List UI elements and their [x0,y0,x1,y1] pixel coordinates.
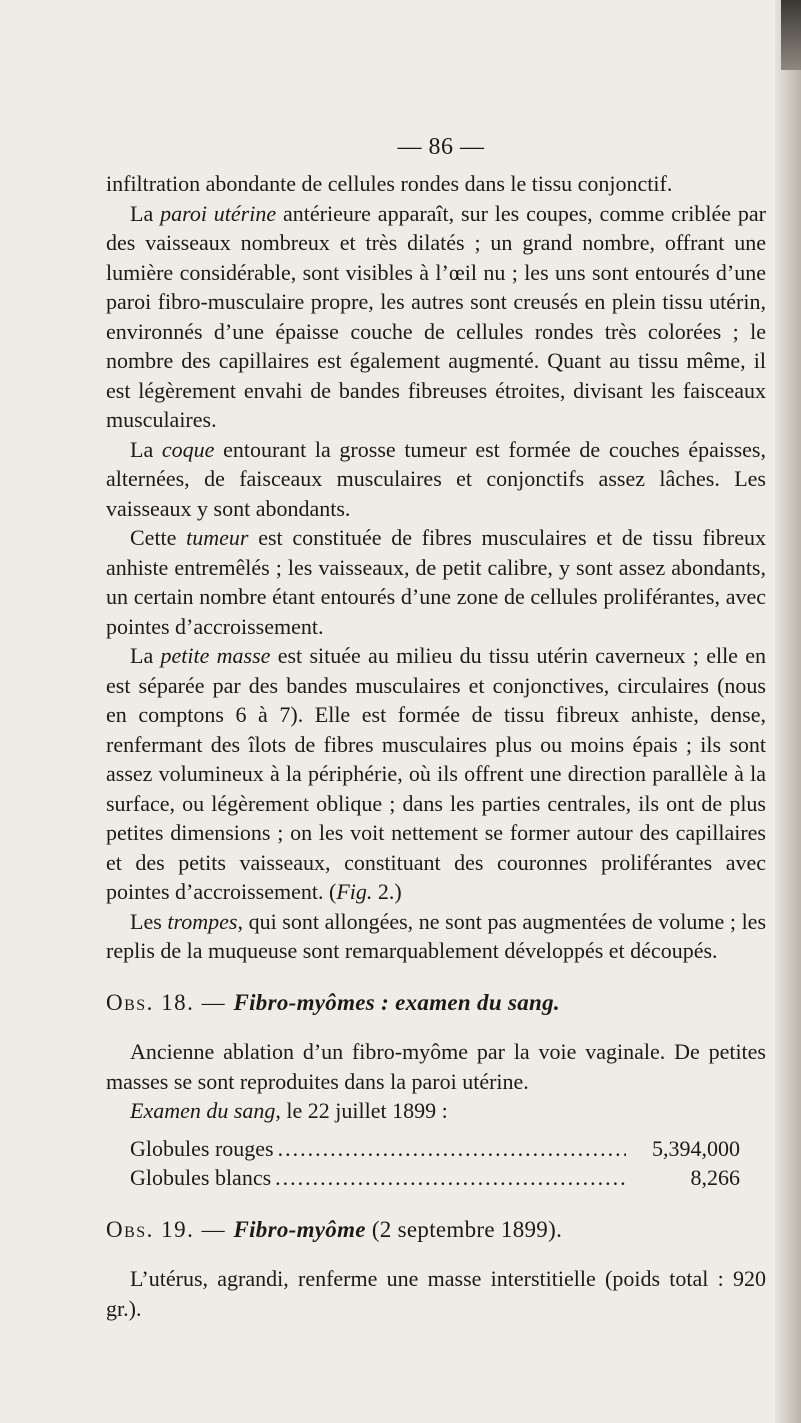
paragraph-tumeur: Cette tumeur est constituée de fibres musculaires et de tissu fibreux anhiste entremêlés ; les vaisseaux, de petit calibre, y sont assez abondants, un certain nombre étant entourés d’une zone de cellules proliférantes, avec pointes d’accroissement. [106,525,766,639]
blood-count-table [130,1134,740,1193]
paragraph-petite-masse: La petite masse est située au milieu du tissu utérin caverneux ; elle en est séparée par des bandes musculaires et conjonctives, circulaires (nous en comptons 6 à 7). Elle est formée de tissu fibreux anhiste, dense, renfermant des îlots de fibres musculaires plus ou moins épais ; ils sont assez volumineux à la périphérie, où ils offrent une direction parallèle à la surface, ou légèrement oblique ; dans les parties centrales, ils ont de plus petites dimensions ; on les voit nettement se former autour des capillaires et des petits vaisseaux, constituant des couronnes proliférantes avec pointes d’accroissement. (Fig. 2.) [106,643,766,904]
paragraph-paroi-uterine: La paroi utérine antérieure apparaît, sur les coupes, comme criblée par des vaisseaux nombreux et très dilatés ; un grand nombre, offrant une lumière considérable, sont visibles à l’œil nu ; les uns sont entourés d’une paroi fibro-musculaire propre, les autres sont creusés en plein tissu utérin, environnés d’une épaisse couche de cellules rondes très colorées ; le nombre des capillaires est également augmenté. Quant au tissu même, il est légèrement envahi de bandes fibreuses étroites, divisant les faisceaux musculaires. [106,200,766,432]
observation-18-heading: Obs. 18. — Fibro-myômes : examen du sang. [106,989,560,1015]
paragraph-trompes: Les trompes, qui sont allongées, ne sont pas augmentées de volume ; les replis de la muqueuse sont remarquablement développés et découpés. [106,908,767,963]
leader-dots [278,1134,626,1164]
page-edge-dark-corner [781,0,801,70]
observation-19-text: L’utérus, agrandi, renferme une masse interstitielle (poids total : 920 gr.). [106,1266,766,1321]
blood-row-white [130,1163,740,1193]
page-body [106,169,766,1323]
blood-label: Globules rouges [130,1135,274,1161]
observation-18-blood-exam: Examen du sang, le 22 juillet 1899 : [130,1098,448,1123]
page-number: — 86 — [397,134,485,160]
blood-row-red [130,1134,740,1164]
paragraph-continuation: infiltration abondante de cellules rondes dans le tissu conjonctif. [106,171,673,196]
observation-18-text: Ancienne ablation d’un fibro-myôme par la voie vaginale. De petites masses se sont reproduites dans la paroi utérine. [106,1039,766,1094]
blood-value: 5,394,000 [652,1135,740,1161]
observation-19-heading: Obs. 19. — Fibro-myôme (2 septembre 1899). [106,1216,563,1242]
blood-value: 8,266 [690,1165,740,1190]
blood-label: Globules blancs [130,1165,272,1190]
paragraph-coque: La coque entourant la grosse tumeur est formée de couches épaisses, alternées, de faisceaux musculaires et conjonctifs assez lâches. Les vaisseaux y sont abondants. [106,436,766,521]
leader-dots [275,1163,626,1193]
page-edge-shadow [775,0,801,1423]
